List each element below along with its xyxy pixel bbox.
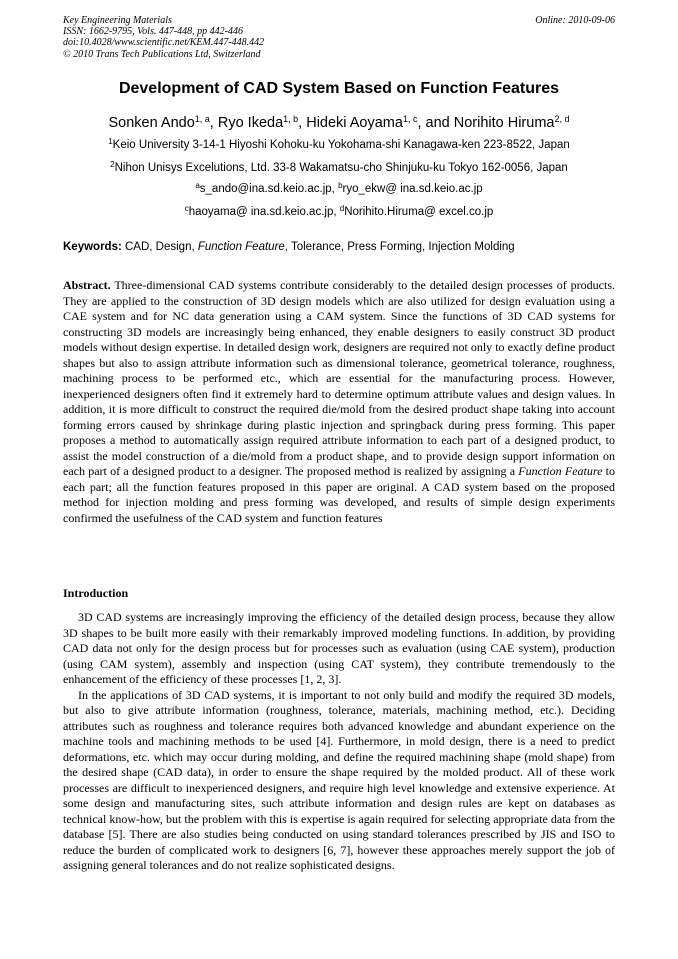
- copyright-line: © 2010 Trans Tech Publications Ltd, Switzerland: [63, 48, 261, 60]
- affiliation-mark: 1: [108, 137, 113, 146]
- email-mark: d: [339, 204, 345, 213]
- doi-line: doi:10.4028/www.scientific.net/KEM.447-448.442: [63, 37, 265, 49]
- email-line-1: [0, 183, 678, 195]
- email-address: haoyama@ ina.sd.keio.ac.jp,: [188, 206, 337, 218]
- author-affiliation-mark: 1, c: [402, 114, 418, 124]
- affiliation-2: [0, 162, 678, 174]
- email-address: s_ando@ina.sd.keio.ac.jp,: [199, 183, 335, 195]
- email-mark: c: [184, 204, 189, 213]
- author-affiliation-mark: 1, b: [283, 114, 299, 124]
- email-line-2: [0, 206, 678, 218]
- introduction-body: [63, 610, 615, 874]
- abstract-text: to each part; all the function features proposed in this paper are original. A CAD system based on the proposed method for injection molding and press forming was developed, and results of simple design experiments confirmed the usefulness of the CAD system and function features: [63, 464, 615, 525]
- journal-header: [63, 15, 615, 60]
- keywords-text: , Tolerance, Press Forming, Injection Molding: [284, 241, 515, 253]
- keywords-line: [63, 241, 615, 253]
- issn-line: ISSN: 1662-9795, Vols. 447-448, pp 442-446: [63, 26, 243, 38]
- paragraph: In the applications of 3D CAD systems, it is important to not only build and modify the required 3D models, but also to give attribute information (roughness, tolerance, materials, machining method, etc.). Deciding attributes such as roughness and tolerance requires both advanced knowledge and abundant experience on the machine tools and machining methods to be used [4]. Furthermore, in mold design, there is a need to predict deformations, etc. which may occur during molding, and define the required machining shape (mold shape) from the desired shape (CAD data), in order to ensure the shape required by the molded product. All of these work processes are difficult to inexperienced designers, and require high level knowledge and extensive experience. At some design and manufacturing sites, such attribute information and design rules are kept on databases as technical know-how, but the problem with this is expertise is again required for selecting appropriate data from the database [5]. There are also studies being conducted on using standard tolerances prescribed by JIS and ISO to reduce the burden of complicated work to designers [6, 7], however these approaches merely support the job of assigning general tolerances and do not realize sophisticated designs.: [63, 687, 615, 872]
- author-name: Norihito Hiruma: [453, 115, 555, 131]
- author-affiliation-mark: 1, a: [194, 114, 210, 124]
- keywords-italic: Function Feature: [197, 241, 285, 253]
- email-address: ryo_ekw@ ina.sd.keio.ac.jp: [342, 183, 483, 195]
- author-name: Hideki Aoyama: [306, 115, 403, 131]
- email-mark: b: [338, 181, 343, 190]
- abstract-text: Three-dimensional CAD systems contribute considerably to the detailed design processes of products. They are applied to the construction of 3D design models which are also utilized for design evaluation using a CAE system and for NC data generation using a CAM system. Since the functions of 3D CAD systems for constructing 3D models are increasingly being enhanced, they enable designers to easily construct 3D product models without design expertise. In detailed design work, designers are required not only to exactly define product shapes but also to assign attribute information such as dimensional tolerance, geometrical tolerance, roughness, machining process to be performed etc., which are essential for the manufacturing process. However, inexperienced designers often find it extremely hard to determine optimum attribute values and design values. In addition, it is more difficult to construct the required die/mold from the desired product shape taking into account forming errors caused by shrinkage during plastic injection and springback during press forming. This paper proposes a method to automatically assign required attribute information to each part of a designed product, to assist the model construction of a die/mold from a product shape, and to provide design support information on each part of a designed product to a designer. The proposed method is realized by assigning a: [63, 278, 615, 478]
- email-mark: a: [195, 181, 200, 190]
- author-separator: ,: [298, 115, 307, 131]
- affiliation-text: Keio University 3-14-1 Hiyoshi Kohoku-ku Yokohama-shi Kanagawa-ken 223-8522, Japan: [112, 139, 570, 151]
- affiliation-1: [0, 139, 678, 151]
- online-date: Online: 2010-09-06: [535, 15, 615, 26]
- author-list: [0, 115, 678, 131]
- paragraph: 3D CAD systems are increasingly improving the efficiency of the detailed design process, because they allow 3D shapes to be built more easily with their remarkably improved modeling functions. In addition, by providing CAD data not only for the design process but for processes such as evaluation (using CAE system), production (using CAM system), assembly and inspection (using CAT system), they contribute tremendously to the enhancement of the efficiency of these processes [1, 2, 3].: [63, 610, 615, 686]
- author-affiliation-mark: 2, d: [554, 114, 570, 124]
- abstract-italic: Function Feature: [518, 464, 603, 478]
- journal-name: Key Engineering Materials: [63, 15, 172, 26]
- author-name: Sonken Ando: [108, 115, 195, 131]
- paper-title: Development of CAD System Based on Function Features: [118, 80, 560, 97]
- affiliation-text: Nihon Unisys Excelutions, Ltd. 33-8 Wakamatsu-cho Shinjuku-ku Tokyo 162-0056, Japan: [114, 162, 568, 174]
- author-name: Ryo Ikeda: [217, 115, 284, 131]
- abstract: [63, 278, 615, 526]
- abstract-label: Abstract.: [63, 278, 111, 292]
- affiliation-mark: 2: [110, 160, 115, 169]
- email-address: Norihito.Hiruma@ excel.co.jp: [344, 206, 494, 218]
- author-separator: , and: [417, 115, 454, 131]
- keywords-text: CAD, Design,: [121, 241, 198, 253]
- section-heading-introduction: Introduction: [63, 586, 129, 600]
- keywords-label: Keywords:: [63, 241, 122, 253]
- author-separator: ,: [209, 115, 218, 131]
